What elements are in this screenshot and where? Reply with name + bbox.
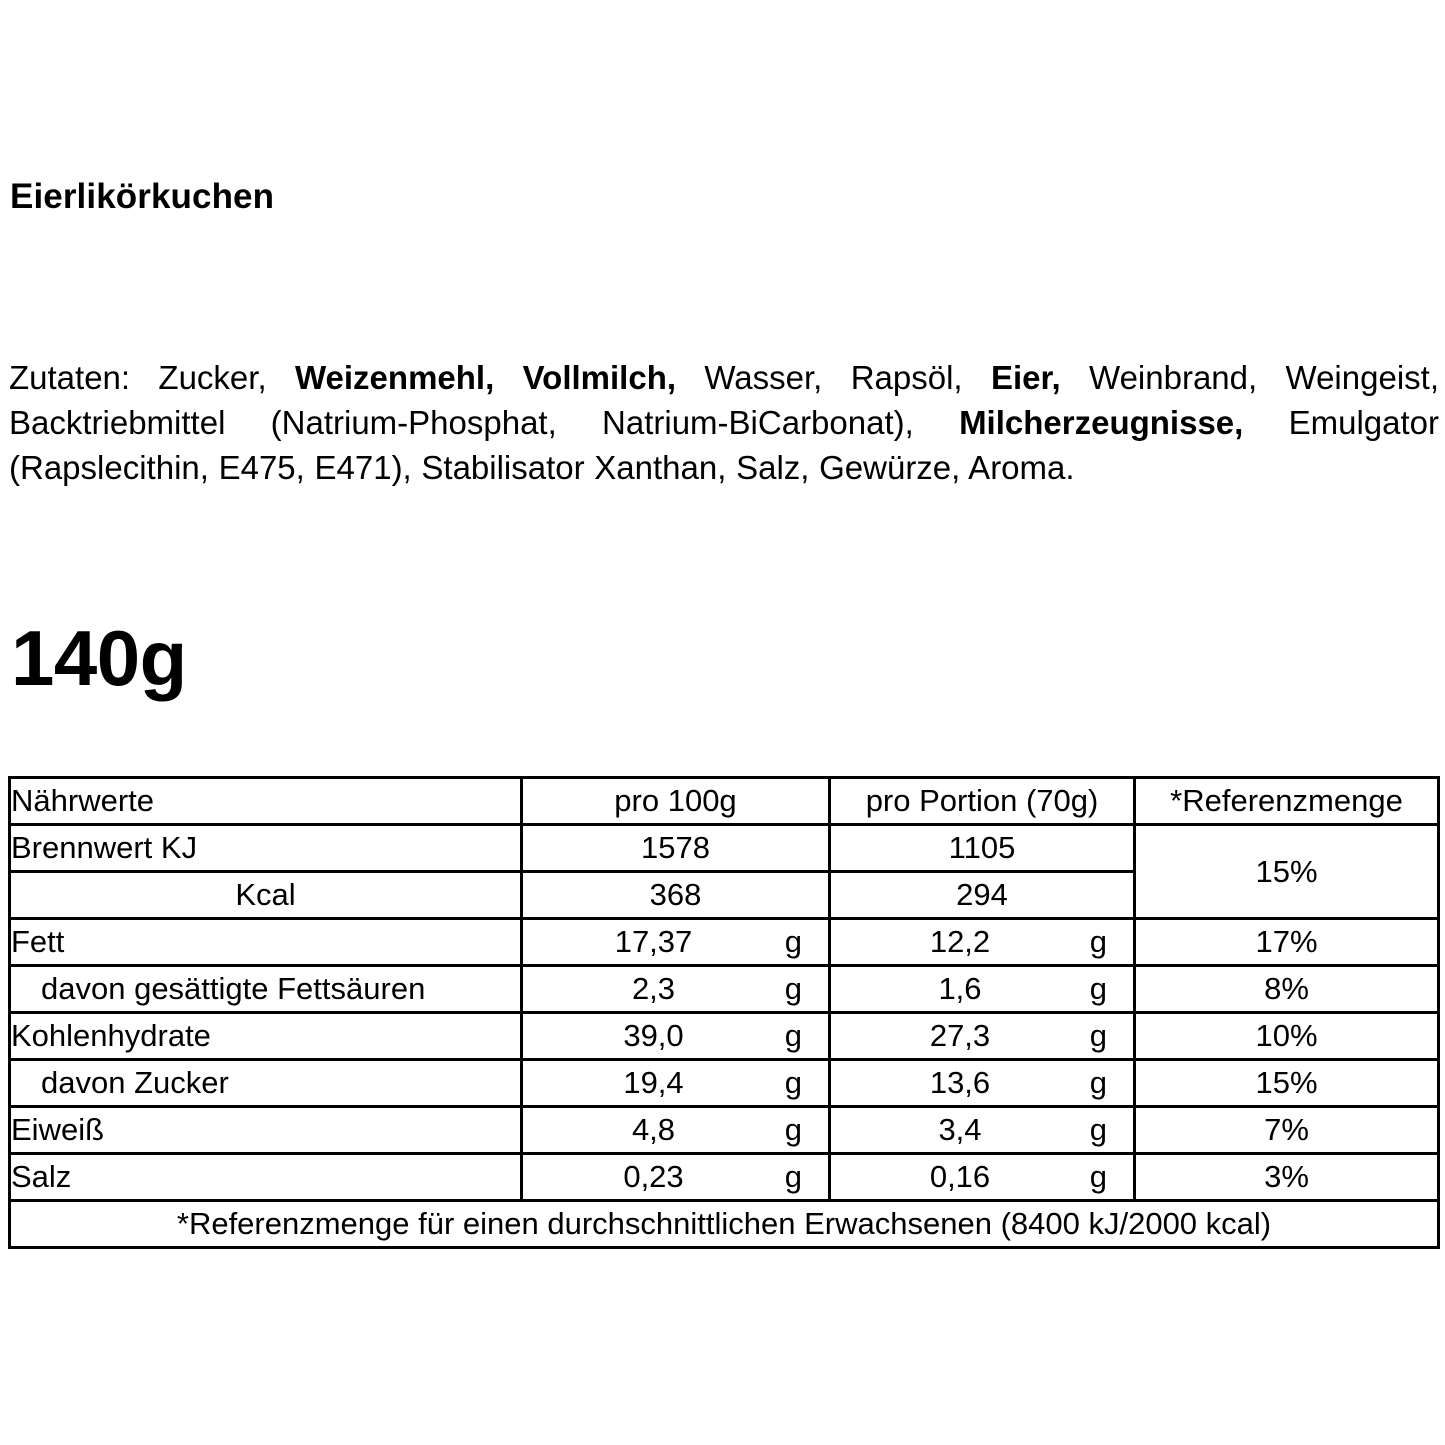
table-row bbox=[10, 1154, 1439, 1201]
row-label-brennwert-kj: Brennwert KJ bbox=[10, 825, 522, 872]
value-zucker-per-portion-cell bbox=[830, 1060, 1135, 1107]
ingredients-text-2: Wasser, Rapsöl, bbox=[676, 359, 991, 396]
value-kcal-per-portion: 294 bbox=[830, 872, 1135, 919]
unit-gesaettigte-per-100g: g bbox=[784, 971, 802, 1006]
header-reference: *Referenzmenge bbox=[1135, 778, 1439, 825]
ingredients-text-1: Zutaten: Zucker, bbox=[9, 359, 295, 396]
reference-footnote: *Referenzmenge für einen durchschnittlichen Erwachsenen (8400 kJ/2000 kcal) bbox=[10, 1201, 1439, 1248]
value-gesaettigte-per-100g: 2,3 bbox=[631, 971, 676, 1006]
value-gesaettigte-per-portion-cell bbox=[830, 966, 1135, 1013]
value-gesaettigte-per-portion: 1,6 bbox=[938, 971, 982, 1006]
row-label-eiweiss: Eiweiß bbox=[10, 1107, 522, 1154]
value-fett-per-100g: 17,37 bbox=[614, 924, 693, 959]
header-nutrients: Nährwerte bbox=[10, 778, 522, 825]
value-kohlenhydrate-per-100g-cell bbox=[522, 1013, 830, 1060]
row-label-davon-zucker: davon Zucker bbox=[10, 1060, 522, 1107]
value-kohlenhydrate-per-portion: 27,3 bbox=[929, 1018, 991, 1053]
value-zucker-per-portion: 13,6 bbox=[929, 1065, 991, 1100]
table-row bbox=[10, 825, 1439, 872]
unit-fett-per-100g: g bbox=[784, 924, 802, 959]
value-kohlenhydrate-per-portion-cell bbox=[830, 1013, 1135, 1060]
value-eiweiss-reference: 7% bbox=[1135, 1107, 1439, 1154]
table-footnote-row bbox=[10, 1201, 1439, 1248]
ingredients-paragraph bbox=[9, 355, 1439, 490]
row-label-fett: Fett bbox=[10, 919, 522, 966]
value-brennwert-kj-per-portion: 1105 bbox=[830, 825, 1135, 872]
value-energy-reference: 15% bbox=[1135, 825, 1439, 919]
value-gesaettigte-reference: 8% bbox=[1135, 966, 1439, 1013]
unit-salz-per-100g: g bbox=[784, 1159, 802, 1194]
net-weight: 140g bbox=[11, 614, 187, 702]
ingredients-text-4: Emulgator (Rapslecithin, E475, E471), Stabilisator Xanthan, Salz, Gewürze, Aroma. bbox=[9, 404, 1439, 486]
value-salz-per-portion: 0,16 bbox=[929, 1159, 991, 1194]
value-kcal-per-100g: 368 bbox=[522, 872, 830, 919]
row-label-kcal: Kcal bbox=[10, 872, 522, 919]
unit-gesaettigte-per-portion: g bbox=[1089, 971, 1107, 1006]
table-row bbox=[10, 1060, 1439, 1107]
table-row bbox=[10, 1013, 1439, 1060]
value-kohlenhydrate-per-100g: 39,0 bbox=[623, 1018, 684, 1053]
value-salz-reference: 3% bbox=[1135, 1154, 1439, 1201]
value-eiweiss-per-100g-cell bbox=[522, 1107, 830, 1154]
row-label-gesaettigte-fettsaeuren: davon gesättigte Fettsäuren bbox=[10, 966, 522, 1013]
unit-fett-per-portion: g bbox=[1089, 924, 1107, 959]
value-eiweiss-per-portion: 3,4 bbox=[938, 1112, 982, 1147]
row-label-salz: Salz bbox=[10, 1154, 522, 1201]
allergen-eier: Eier, bbox=[990, 359, 1061, 396]
value-eiweiss-per-portion-cell bbox=[830, 1107, 1135, 1154]
value-fett-reference: 17% bbox=[1135, 919, 1439, 966]
unit-zucker-per-portion: g bbox=[1089, 1065, 1107, 1100]
value-salz-per-100g: 0,23 bbox=[623, 1159, 684, 1194]
ingredients-text-3: Weinbrand, Weingeist, Backtriebmittel (Natrium-Phosphat, Natrium-BiCarbonat), bbox=[9, 359, 1439, 441]
header-per-portion: pro Portion (70g) bbox=[830, 778, 1135, 825]
unit-kohlenhydrate-per-100g: g bbox=[784, 1018, 802, 1053]
value-zucker-per-100g-cell bbox=[522, 1060, 830, 1107]
unit-kohlenhydrate-per-portion: g bbox=[1089, 1018, 1107, 1053]
unit-eiweiss-per-100g: g bbox=[784, 1112, 802, 1147]
nutrition-table-container bbox=[8, 776, 1437, 1249]
value-zucker-per-100g: 19,4 bbox=[623, 1065, 684, 1100]
page-title: Eierlikörkuchen bbox=[10, 177, 275, 216]
value-brennwert-kj-per-100g: 1578 bbox=[522, 825, 830, 872]
allergen-milcherzeugnisse: Milcherzeugnisse, bbox=[959, 404, 1244, 441]
table-row bbox=[10, 1107, 1439, 1154]
allergen-weizenmehl-vollmilch: Weizenmehl, Vollmilch, bbox=[294, 359, 677, 396]
row-label-kohlenhydrate: Kohlenhydrate bbox=[10, 1013, 522, 1060]
unit-zucker-per-100g: g bbox=[784, 1065, 802, 1100]
unit-salz-per-portion: g bbox=[1089, 1159, 1107, 1194]
table-row bbox=[10, 919, 1439, 966]
value-eiweiss-per-100g: 4,8 bbox=[631, 1112, 676, 1147]
value-fett-per-portion: 12,2 bbox=[929, 924, 991, 959]
value-fett-per-portion-cell bbox=[830, 919, 1135, 966]
value-salz-per-100g-cell bbox=[522, 1154, 830, 1201]
value-kohlenhydrate-reference: 10% bbox=[1135, 1013, 1439, 1060]
table-header-row bbox=[10, 778, 1439, 825]
header-per-100g: pro 100g bbox=[522, 778, 830, 825]
value-fett-per-100g-cell bbox=[522, 919, 830, 966]
unit-eiweiss-per-portion: g bbox=[1089, 1112, 1107, 1147]
value-salz-per-portion-cell bbox=[830, 1154, 1135, 1201]
value-zucker-reference: 15% bbox=[1135, 1060, 1439, 1107]
value-gesaettigte-per-100g-cell bbox=[522, 966, 830, 1013]
nutrition-table bbox=[8, 776, 1440, 1249]
table-row bbox=[10, 966, 1439, 1013]
